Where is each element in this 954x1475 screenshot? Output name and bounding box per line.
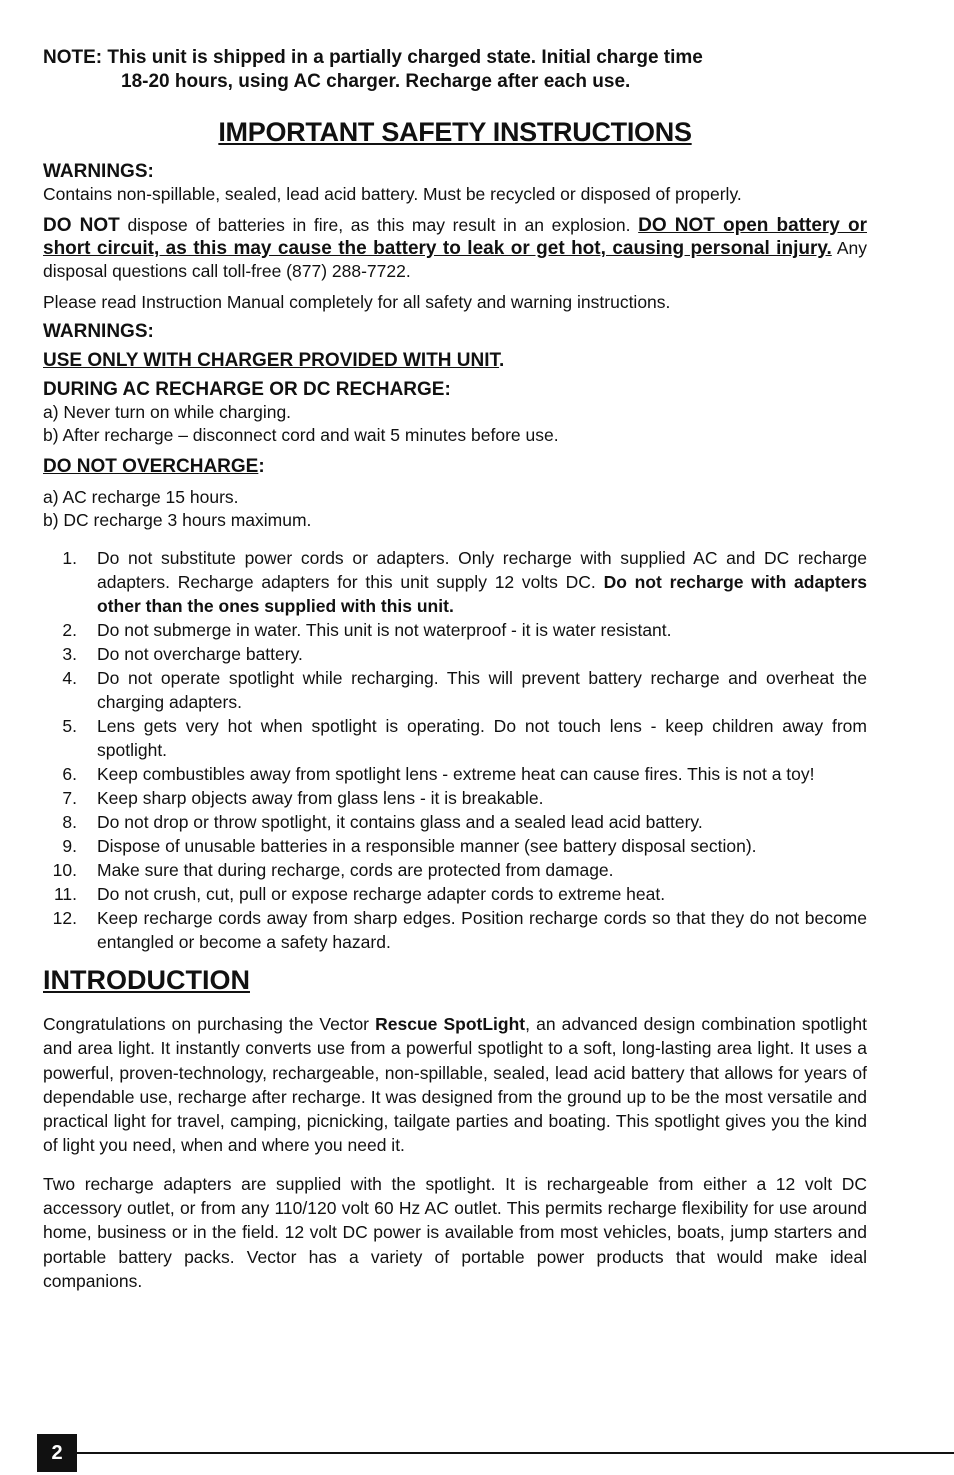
disposal-phone-text: Any disposal questions call toll-free (877) 288-7722. bbox=[43, 238, 867, 281]
rule-text: Do not overcharge battery. bbox=[97, 644, 303, 664]
rule-number: 7. bbox=[62, 788, 77, 808]
do-not-label: DO NOT bbox=[43, 215, 120, 236]
list-item bbox=[43, 906, 867, 954]
list-item bbox=[43, 786, 867, 810]
rule-number: 10. bbox=[52, 860, 77, 880]
note-line-1: NOTE: This unit is shipped in a partially charged state. Initial charge time bbox=[43, 47, 703, 68]
page-number: 2 bbox=[37, 1434, 77, 1472]
manual-text: Please read Instruction Manual completely for all safety and warning instructions. bbox=[43, 292, 671, 312]
rule-bold-text: Do not recharge with adapters other than the ones supplied with this unit. bbox=[97, 572, 867, 616]
intro-paragraph-2: Two recharge adapters are supplied with the spotlight. It is rechargeable from either a 12 volt DC accessory outlet, or from any 110/120 volt 60 Hz AC outlet. This permits recharge flexibility for use around home, business or in the field. 12 volt DC power is available from most vehicles, boats, jump starters and portable battery packs. Vector has a variety of portable power products that would make ideal companions. bbox=[43, 1173, 867, 1291]
charger-only-text: USE ONLY WITH CHARGER PROVIDED WITH UNIT bbox=[43, 350, 500, 371]
page-content bbox=[43, 46, 867, 1293]
rule-text: Lens gets very hot when spotlight is operating. Do not touch lens - keep children away from spotlight. bbox=[97, 716, 867, 760]
rule-text: Keep recharge cords away from sharp edges. Position recharge cords so that they do not become entangled or become a safety hazard. bbox=[97, 908, 867, 952]
rule-number: 1. bbox=[62, 548, 77, 568]
list-item bbox=[43, 834, 867, 858]
overcharge-heading-text: DO NOT OVERCHARGE bbox=[43, 456, 259, 477]
rule-number: 4. bbox=[62, 668, 77, 688]
list-item bbox=[43, 762, 867, 786]
rule-number: 8. bbox=[62, 812, 77, 832]
rule-text: Do not operate spotlight while recharging. This will prevent battery recharge and overheat the charging adapters. bbox=[97, 668, 867, 712]
list-item bbox=[43, 666, 867, 714]
safety-rules-list bbox=[43, 546, 867, 954]
list-item bbox=[43, 882, 867, 906]
overcharge-item-a: a) AC recharge 15 hours. bbox=[43, 487, 239, 507]
rule-number: 12. bbox=[52, 908, 77, 928]
list-item bbox=[43, 714, 867, 762]
rule-text: Keep sharp objects away from glass lens - it is breakable. bbox=[97, 788, 544, 808]
rule-text: Do not submerge in water. This unit is not waterproof - it is water resistant. bbox=[97, 620, 672, 640]
warnings-text-1: Contains non-spillable, sealed, lead acid battery. Must be recycled or disposed of properly. bbox=[43, 184, 742, 204]
list-item bbox=[43, 642, 867, 666]
rule-number: 2. bbox=[62, 620, 77, 640]
intro-paragraph-1 bbox=[43, 1012, 867, 1158]
recharge-item-b: b) After recharge – disconnect cord and wait 5 minutes before use. bbox=[43, 425, 559, 445]
rule-number: 6. bbox=[62, 764, 77, 784]
rule-number: 3. bbox=[62, 644, 77, 664]
rule-text: Keep combustibles away from spotlight lens - extreme heat can cause fires. This is not a toy! bbox=[97, 764, 815, 784]
list-item bbox=[43, 546, 867, 618]
list-item bbox=[43, 810, 867, 834]
rule-text: Do not substitute power cords or adapters. Only recharge with supplied AC and DC recharge adapters. Recharge adapters for this unit supply 12 volts DC. bbox=[97, 548, 867, 592]
charger-only-warning bbox=[43, 349, 867, 372]
rule-text: Make sure that during recharge, cords are protected from damage. bbox=[97, 860, 614, 880]
do-not-open-warning: DO NOT open battery or short circuit, as this may cause the battery to leak or get hot, causing personal injury. bbox=[43, 215, 867, 259]
rule-number: 11. bbox=[53, 884, 77, 904]
list-item bbox=[43, 618, 867, 642]
product-name: Rescue SpotLight bbox=[375, 1014, 526, 1034]
during-recharge-heading: DURING AC RECHARGE OR DC RECHARGE: bbox=[43, 379, 451, 400]
charger-only-period: . bbox=[499, 350, 505, 371]
overcharge-item-b: b) DC recharge 3 hours maximum. bbox=[43, 510, 312, 530]
overcharge-heading bbox=[43, 455, 867, 478]
rule-number: 9. bbox=[62, 836, 77, 856]
rule-number: 5. bbox=[62, 716, 77, 736]
warnings-heading-2: WARNINGS: bbox=[43, 321, 154, 342]
rule-text: Do not drop or throw spotlight, it contains glass and a sealed lead acid battery. bbox=[97, 812, 703, 832]
overcharge-colon: : bbox=[258, 456, 265, 477]
rule-text: Do not crush, cut, pull or expose recharge adapter cords to extreme heat. bbox=[97, 884, 666, 904]
note-line-2: 18-20 hours, using AC charger. Recharge after each use. bbox=[121, 71, 631, 92]
introduction-title: INTRODUCTION bbox=[43, 965, 250, 995]
list-item bbox=[43, 858, 867, 882]
intro-p1-rest: , an advanced design combination spotlight and area light. It instantly converts use from a powerful spotlight to a soft, long-lasting area light. It uses a powerful, proven-technology, rechargeable, non-spillable, sealed, lead acid battery that allows for years of dependable use, recharge after recharge. It was designed from the ground up to be the most versatile and practical light for travel, camping, picnicking, tailgate parties and boating. This spotlight gives you the kind of light you need, when and where you need it. bbox=[43, 1014, 867, 1156]
shipping-note bbox=[43, 46, 867, 94]
rule-text: Dispose of unusable batteries in a responsible manner (see battery disposal section). bbox=[97, 836, 757, 856]
intro-p1-start: Congratulations on purchasing the Vector bbox=[43, 1014, 376, 1034]
safety-title: IMPORTANT SAFETY INSTRUCTIONS bbox=[218, 117, 692, 147]
do-not-text: dispose of batteries in fire, as this may result in an explosion. bbox=[119, 215, 639, 235]
footer-rule bbox=[77, 1452, 954, 1454]
warnings-heading-1: WARNINGS: bbox=[43, 161, 154, 182]
disposal-warning bbox=[43, 214, 867, 283]
recharge-item-a: a) Never turn on while charging. bbox=[43, 402, 292, 422]
